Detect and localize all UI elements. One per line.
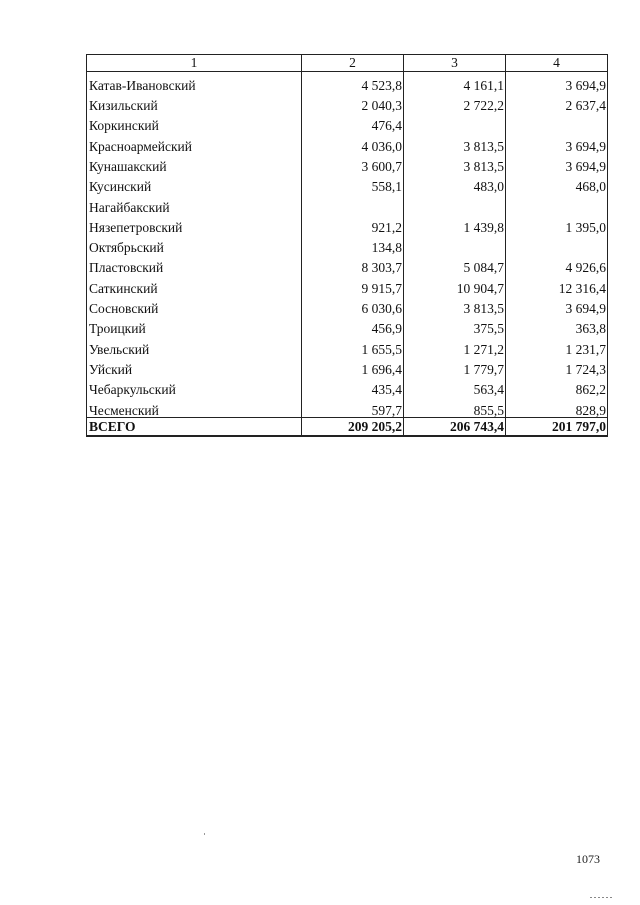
- table-row: [87, 72, 608, 93]
- value-col-4: 2 637,4: [505, 92, 607, 112]
- table-row: [87, 316, 608, 336]
- column-header-4: 4: [505, 55, 607, 72]
- value-col-4: 4 926,6: [505, 255, 607, 275]
- table-row: [87, 356, 608, 376]
- value-col-4: 3 694,9: [505, 295, 607, 315]
- value-col-3: 10 904,7: [404, 275, 506, 295]
- table-row: [87, 275, 608, 295]
- table-body: [87, 72, 608, 437]
- value-col-2: 558,1: [302, 173, 404, 193]
- value-col-2: 435,4: [302, 376, 404, 396]
- district-name: Чесменский: [87, 397, 302, 418]
- value-col-3: 5 084,7: [404, 255, 506, 275]
- value-col-2: 456,9: [302, 316, 404, 336]
- value-col-3: [404, 194, 506, 214]
- value-col-3: 4 161,1: [404, 72, 506, 93]
- value-col-3: 483,0: [404, 173, 506, 193]
- value-col-3: 1 271,2: [404, 336, 506, 356]
- table-row: [87, 92, 608, 112]
- value-col-2: 4 523,8: [302, 72, 404, 93]
- district-name: Кунашакский: [87, 153, 302, 173]
- value-col-2: 921,2: [302, 214, 404, 234]
- column-header-3: 3: [404, 55, 506, 72]
- value-col-3: 1 779,7: [404, 356, 506, 376]
- value-col-3: [404, 113, 506, 133]
- district-name: Катав-Ивановский: [87, 72, 302, 93]
- district-name: Увельский: [87, 336, 302, 356]
- district-name: Октябрьский: [87, 234, 302, 254]
- district-name: Коркинский: [87, 113, 302, 133]
- value-col-3: 1 439,8: [404, 214, 506, 234]
- value-col-2: [302, 194, 404, 214]
- value-col-2: 2 040,3: [302, 92, 404, 112]
- district-name: Красноармейский: [87, 133, 302, 153]
- value-col-4: [505, 113, 607, 133]
- value-col-4: 12 316,4: [505, 275, 607, 295]
- value-col-4: 3 694,9: [505, 153, 607, 173]
- value-col-4: 1 395,0: [505, 214, 607, 234]
- table-row: [87, 234, 608, 254]
- value-col-3: 563,4: [404, 376, 506, 396]
- table-row: [87, 376, 608, 396]
- table-row: [87, 295, 608, 315]
- value-col-2: 9 915,7: [302, 275, 404, 295]
- total-row: [87, 418, 608, 437]
- table-row: [87, 173, 608, 193]
- value-col-4: 3 694,9: [505, 133, 607, 153]
- value-col-2: 1 696,4: [302, 356, 404, 376]
- value-col-3: 855,5: [404, 397, 506, 418]
- header-row: [87, 55, 608, 72]
- district-name: Саткинский: [87, 275, 302, 295]
- value-col-4: 468,0: [505, 173, 607, 193]
- column-header-2: 2: [302, 55, 404, 72]
- value-col-4: [505, 234, 607, 254]
- value-col-2: 3 600,7: [302, 153, 404, 173]
- value-col-3: 3 813,5: [404, 153, 506, 173]
- district-name: Троицкий: [87, 316, 302, 336]
- scan-artifact-line: [590, 897, 614, 898]
- total-value-4: 201 797,0: [505, 418, 607, 437]
- value-col-3: 3 813,5: [404, 295, 506, 315]
- table-row: [87, 214, 608, 234]
- scan-artifact-dot: [204, 833, 205, 835]
- value-col-4: 1 724,3: [505, 356, 607, 376]
- value-col-2: 8 303,7: [302, 255, 404, 275]
- total-label: ВСЕГО: [87, 418, 302, 437]
- table-row: [87, 397, 608, 418]
- table-row: [87, 133, 608, 153]
- district-name: Чебаркульский: [87, 376, 302, 396]
- value-col-4: 3 694,9: [505, 72, 607, 93]
- value-col-4: 1 231,7: [505, 336, 607, 356]
- table-row: [87, 194, 608, 214]
- page-number: 1073: [576, 852, 600, 866]
- table-row: [87, 255, 608, 275]
- district-name: Пластовский: [87, 255, 302, 275]
- value-col-3: 3 813,5: [404, 133, 506, 153]
- table-row: [87, 336, 608, 356]
- value-col-2: 134,8: [302, 234, 404, 254]
- value-col-3: 2 722,2: [404, 92, 506, 112]
- table-row: [87, 113, 608, 133]
- district-name: Уйский: [87, 356, 302, 376]
- value-col-2: 1 655,5: [302, 336, 404, 356]
- total-value-2: 209 205,2: [302, 418, 404, 437]
- total-value-3: 206 743,4: [404, 418, 506, 437]
- budget-table: [86, 54, 608, 437]
- district-name: Нагайбакский: [87, 194, 302, 214]
- table-row: [87, 153, 608, 173]
- district-name: Нязепетровский: [87, 214, 302, 234]
- district-name: Кизильский: [87, 92, 302, 112]
- value-col-3: 375,5: [404, 316, 506, 336]
- value-col-4: 862,2: [505, 376, 607, 396]
- district-name: Кусинский: [87, 173, 302, 193]
- value-col-4: 828,9: [505, 397, 607, 418]
- value-col-2: 597,7: [302, 397, 404, 418]
- column-header-1: 1: [87, 55, 302, 72]
- value-col-2: 476,4: [302, 113, 404, 133]
- value-col-3: [404, 234, 506, 254]
- value-col-2: 6 030,6: [302, 295, 404, 315]
- value-col-4: 363,8: [505, 316, 607, 336]
- value-col-4: [505, 194, 607, 214]
- table-header: [87, 55, 608, 72]
- value-col-2: 4 036,0: [302, 133, 404, 153]
- district-name: Сосновский: [87, 295, 302, 315]
